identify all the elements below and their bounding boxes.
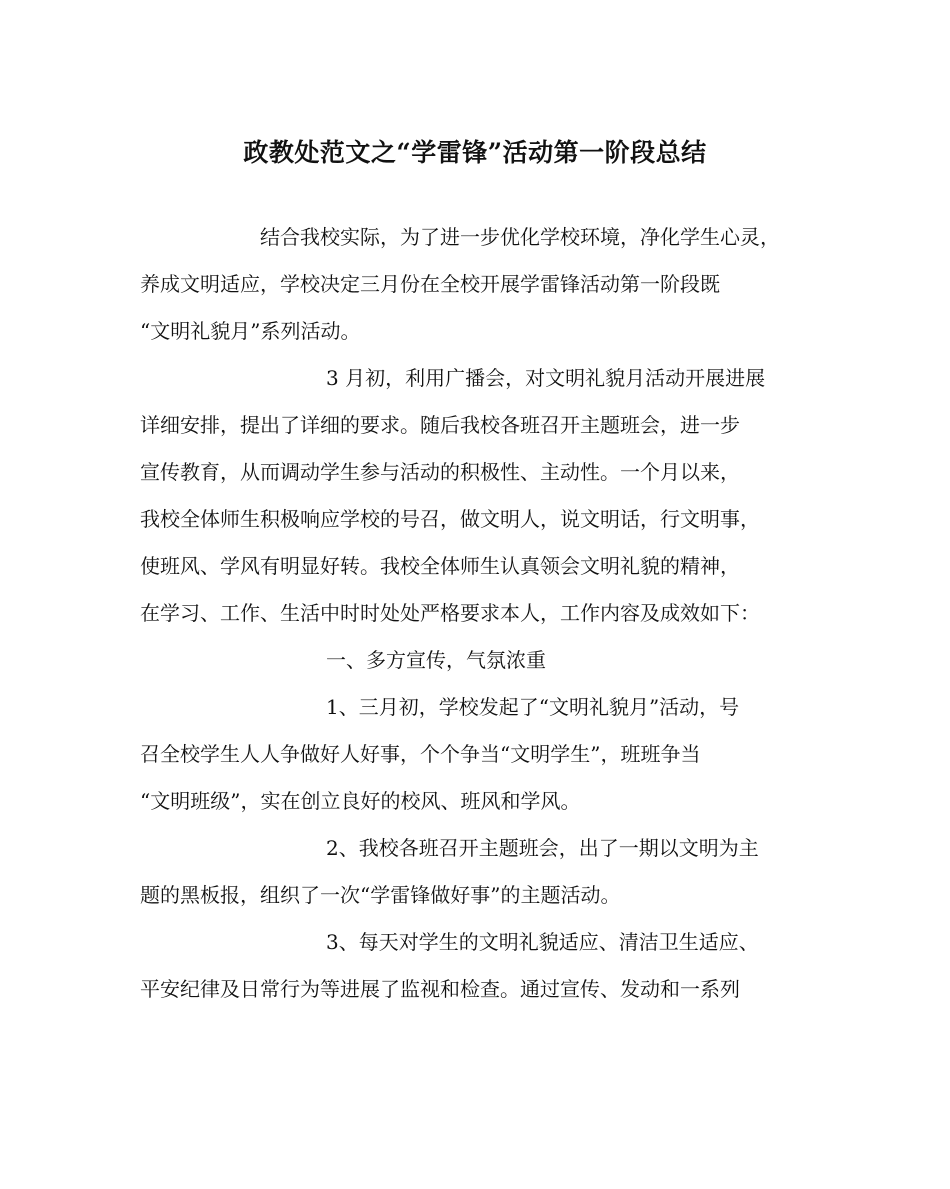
text-line: 在学习、工作、生活中时时处处严格要求本人，工作内容及成效如下： — [140, 601, 760, 625]
text-line: 宣传教育，从而调动学生参与活动的积极性、主动性。一个月以来， — [140, 460, 740, 484]
text-line: 召全校学生人人争做好人好事，个个争当“文明学生”，班班争当 — [140, 742, 701, 766]
text-line: 我校全体师生积极响应学校的号召，做文明人，说文明话，行文明事， — [140, 507, 760, 531]
text-line: 3 月初，利用广播会，对文明礼貌月活动开展进展 — [326, 366, 766, 390]
text-line: 3、每天对学生的文明礼貌适应、清洁卫生适应、 — [326, 930, 759, 954]
text-line: 使班风、学风有明显好转。我校全体师生认真领会文明礼貌的精神， — [140, 554, 740, 578]
text-line: 养成文明适应，学校决定三月份在全校开展学雷锋活动第一阶段既 — [140, 272, 720, 296]
text-line: 结合我校实际，为了进一步优化学校环境，净化学生心灵， — [260, 225, 780, 249]
text-line: 1、三月初，学校发起了“文明礼貌月”活动，号 — [326, 695, 740, 719]
text-line: 题的黑板报，组织了一次“学雷锋做好事”的主题活动。 — [140, 883, 621, 907]
text-line: 详细安排，提出了详细的要求。随后我校各班召开主题班会，进一步 — [140, 413, 740, 437]
text-line: “文明班级”，实在创立良好的校风、班风和学风。 — [140, 789, 581, 813]
text-line: 2、我校各班召开主题班会，出了一期以文明为主 — [326, 836, 759, 860]
text-line: 平安纪律及日常行为等进展了监视和检查。通过宣传、发动和一系列 — [140, 977, 740, 1001]
document-body — [140, 220, 820, 1019]
section-heading: 一、多方宣传，气氛浓重 — [326, 648, 546, 672]
document-title: 政教处范文之“学雷锋”活动第一阶段总结 — [243, 138, 707, 167]
text-line: “文明礼貌月”系列活动。 — [140, 319, 361, 343]
